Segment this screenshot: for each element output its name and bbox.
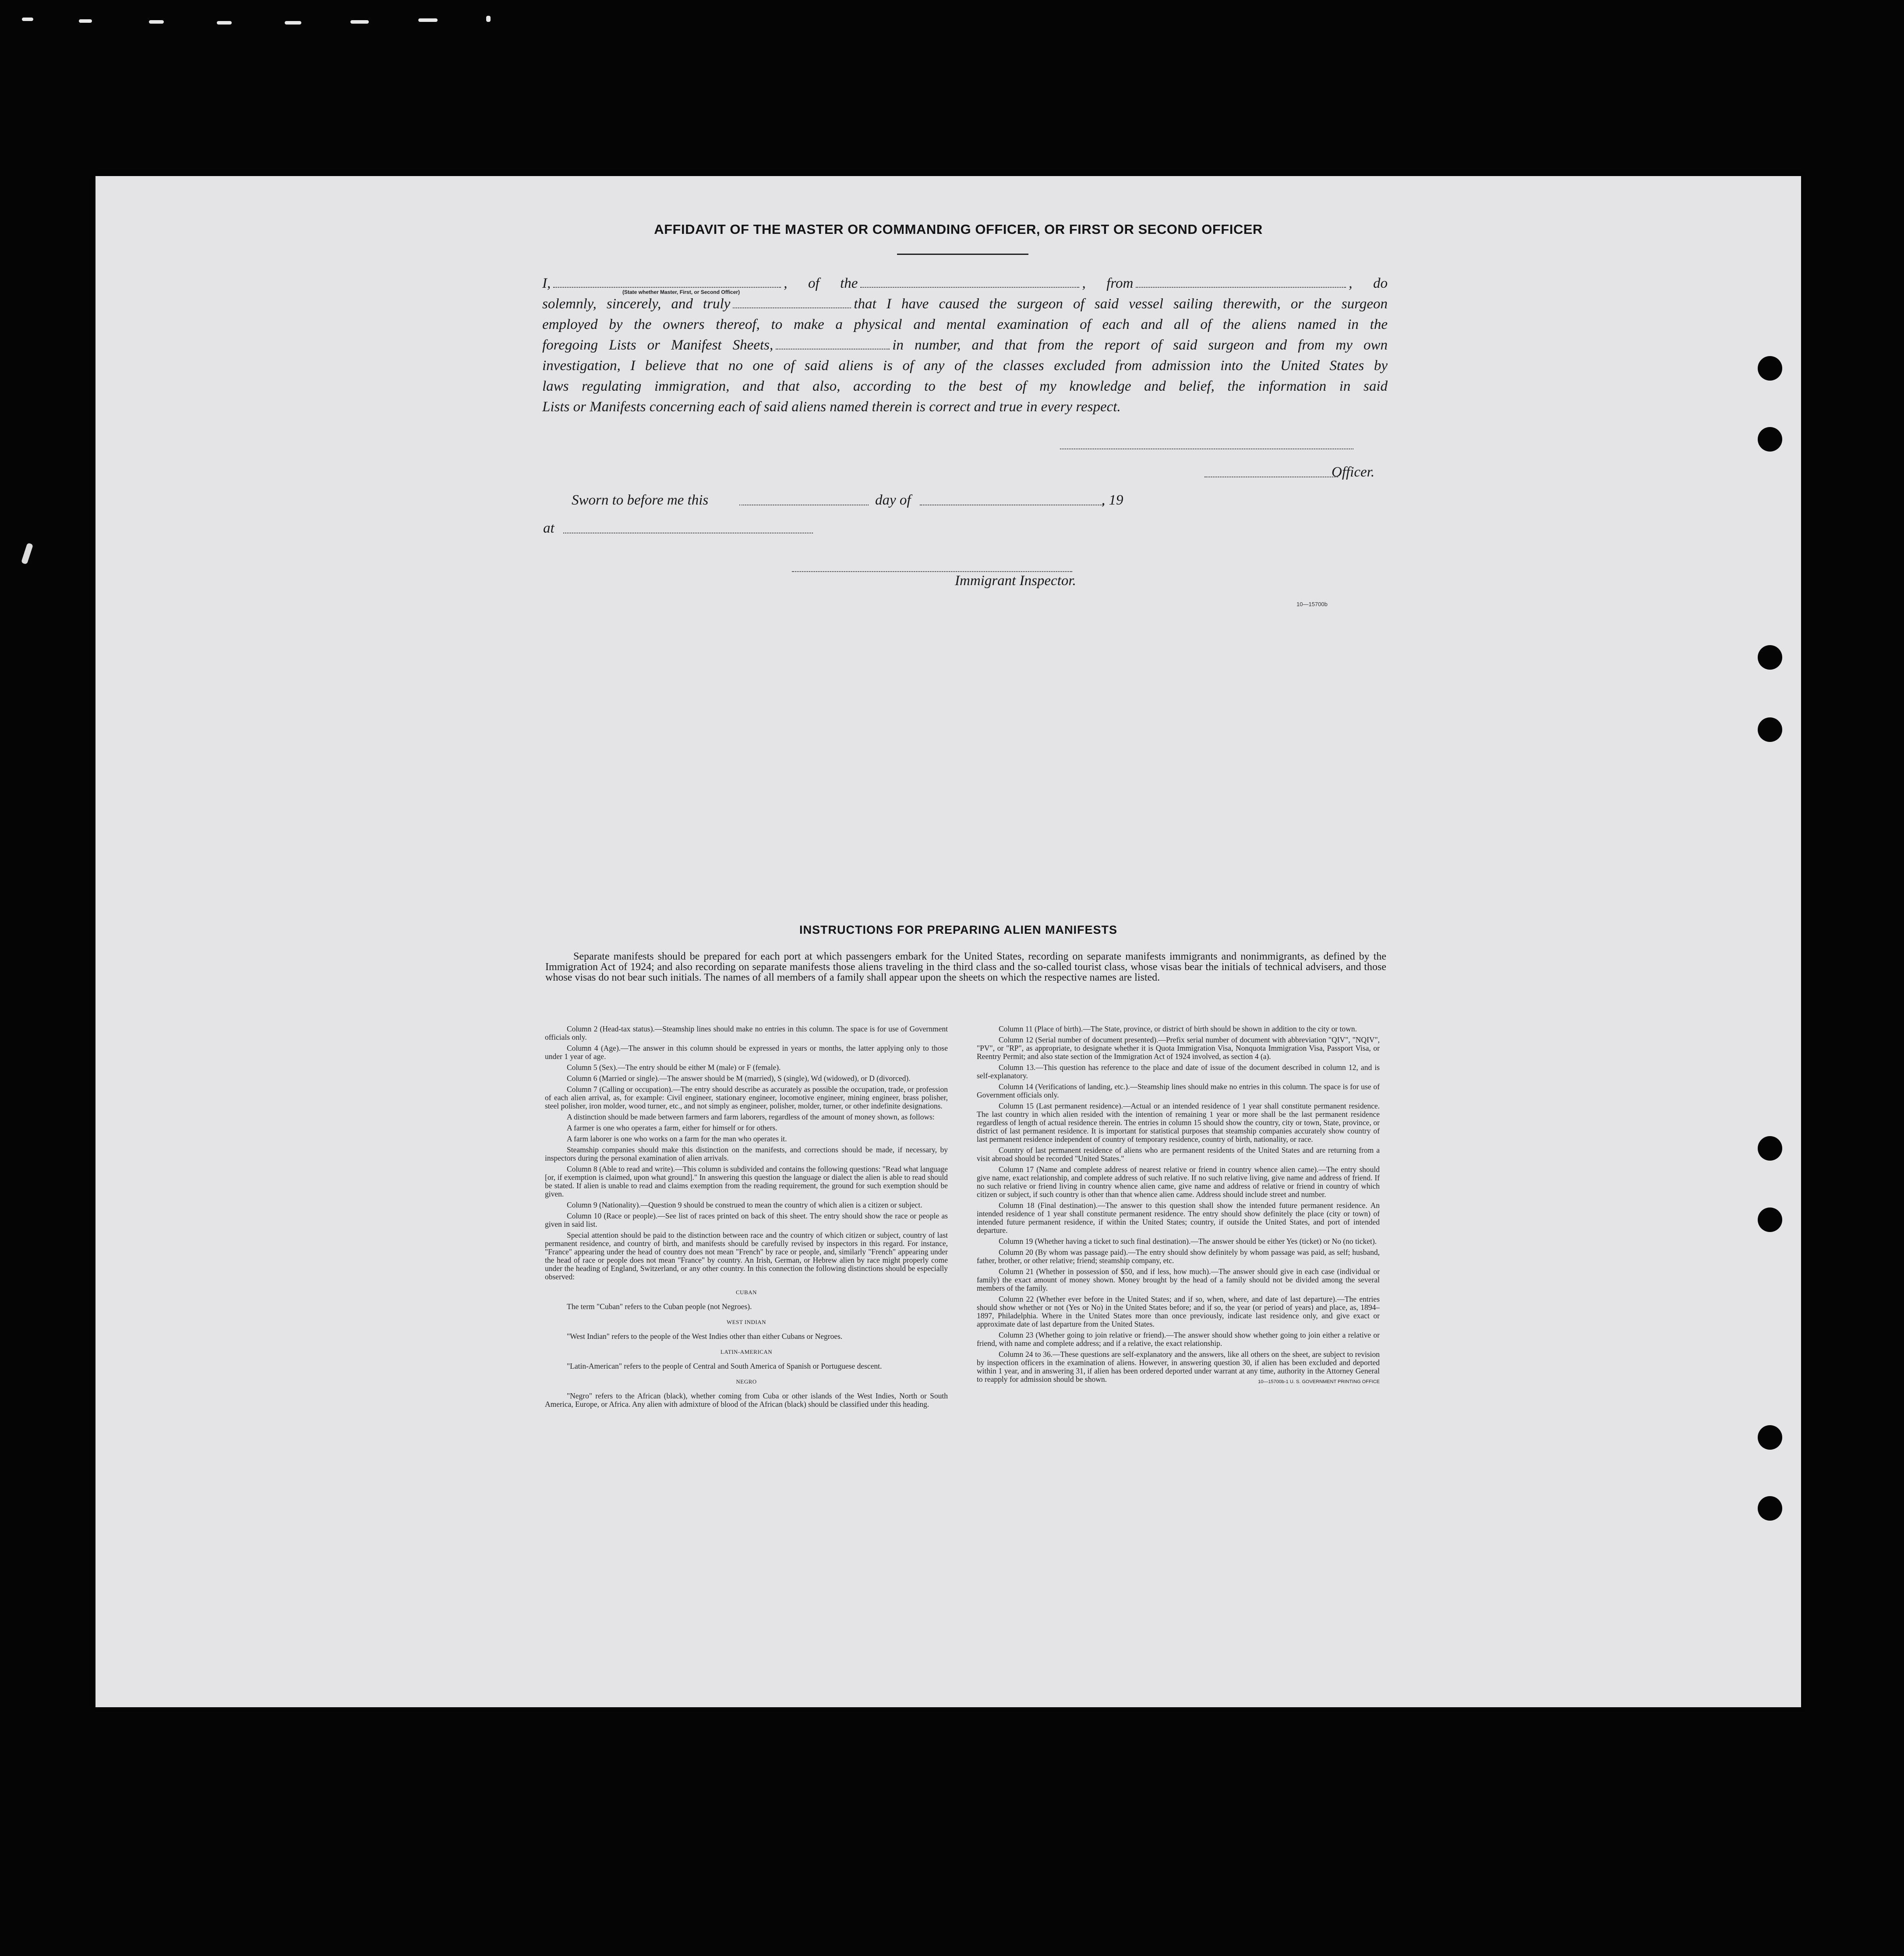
film-mark: [217, 21, 232, 25]
film-edge-marks: [18, 10, 543, 27]
instruction-paragraph: Column 17 (Name and complete address of nearest relative or friend in country whence alien came).—The entry should give name, exact relationship, and complete address of such relative. If no such relative living, give name and address of friend. If no such relative or friend living in country whence alien came, give name and address of relative or friend in country of which citizen or subject, if such country is other than that whence alien came. Address should include street and number.: [977, 1165, 1380, 1199]
instruction-paragraph: Column 21 (Whether in possession of $50, and if less, how much).—The answer should give in each case (individual or family) the exact amount of money shown. Money brought by the head of a family should not be divided among the several members of the family.: [977, 1267, 1380, 1292]
film-mark: [350, 20, 369, 24]
instruction-paragraph: Column 22 (Whether ever before in the United States; and if so, when, where, and date of last departure).—The entries should show whether or not (Yes or No) in the United States before; and if so, the year (or period of years) and place, as, 1894–1897, Philadelphia. Where in the United States more than once previously, indicate last residence only, and give exact or approximate date of last departure from the United States.: [977, 1295, 1380, 1328]
affidavit-line: [542, 294, 1388, 314]
instruction-paragraph: A farmer is one who operates a farm, either for himself or for others.: [567, 1123, 777, 1132]
instruction-paragraph: Special attention should be paid to the distinction between race and the country of which citizen or subject, country of last permanent residence, and country of birth, and manifests should be carefully revised by inspectors in this regard. For instance, "France" appearing under the head of country does not mean "French" by race or people, and, similarly "French" appearing under the head of race or people does not mean "France" by country. An Irish, German, or Hebrew alien by race might properly come under the heading of England, Switzerland, or any other country. In this connection the following distinctions should be especially observed:: [545, 1231, 948, 1281]
affidavit-text: , do: [1349, 275, 1388, 291]
affidavit-text: that I have caused the surgeon of said vessel sailing therewith, or the surgeon: [854, 296, 1388, 312]
instruction-paragraph: Column 8 (Able to read and write).—This column is subdivided and contains the following questions: "Read what language [or, if exemption is claimed, upon what ground]." In answering this question the language or dialect the alien is able to read should be stated. If alien is unable to read and claims exemption from the reading requirement, the ground for such exemption should be given.: [545, 1165, 948, 1198]
film-mark: [22, 18, 33, 21]
port-from-blank[interactable]: [1136, 278, 1346, 288]
oath-blank[interactable]: [733, 299, 851, 308]
officer-rank-blank[interactable]: [553, 278, 781, 288]
affidavit-title: AFFIDAVIT OF THE MASTER OR COMMANDING OFFICER, OR FIRST OR SECOND OFFICER: [654, 222, 1263, 237]
instruction-paragraph: A farm laborer is one who works on a farm for the man who operates it.: [567, 1134, 787, 1143]
instruction-paragraph: Column 11 (Place of birth).—The State, province, or district of birth should be shown in addition to the city or town.: [999, 1024, 1357, 1033]
latin-american-text: "Latin-American" refers to the people of Central and South America of Spanish or Portuguese descent.: [567, 1362, 882, 1370]
year-label: , 19: [1102, 492, 1123, 508]
manifest-sheet: [95, 176, 1801, 1707]
officer-label: Officer.: [1332, 464, 1375, 480]
punch-hole: [1758, 1207, 1782, 1232]
film-mark: [486, 16, 491, 22]
affidavit-line: Lists or Manifests concerning each of said aliens named therein is correct and true in every respect.: [542, 399, 1121, 415]
instruction-paragraph: Column 5 (Sex).—The entry should be either M (male) or F (female).: [567, 1063, 781, 1072]
instruction-paragraph: Column 7 (Calling or occupation).—The entry should describe as accurately as possible the occupation, trade, or profession of each alien arrival, as, for example: Civil engineer, stationary engineer, locomotive engineer, mining engineer, brass polisher, steel polisher, iron molder, wood turner, etc., and not simply as engineer, polisher, molder, turner, or other indefinite designations.: [545, 1085, 948, 1110]
west-indian-heading: WEST INDIAN: [726, 1319, 767, 1325]
affidavit-line: [542, 335, 1388, 356]
instructions-title: INSTRUCTIONS FOR PREPARING ALIEN MANIFESTS: [799, 923, 1118, 936]
affidavit-text: , of the: [784, 275, 858, 291]
negro-heading: NEGRO: [736, 1378, 757, 1385]
affidavit-text: in number, and that from the report of said surgeon and from my own: [892, 337, 1388, 353]
inspector-label: Immigrant Inspector.: [955, 573, 1076, 589]
instruction-paragraph: Column 13.—This question has reference to the place and date of issue of the document described in column 12, and is self-explanatory.: [977, 1063, 1380, 1080]
printing-office-footer: 10—15700b-1 U. S. GOVERNMENT PRINTING OFFICE: [1258, 1379, 1380, 1384]
instruction-paragraph: Steamship companies should make this distinction on the manifests, and corrections should be made, if necessary, by inspectors during the personal examination of alien arrivals.: [545, 1145, 948, 1162]
film-mark: [149, 20, 164, 24]
punch-hole: [1758, 1425, 1782, 1450]
film-mark: [79, 19, 92, 23]
instructions-right-column: [977, 1025, 1380, 1386]
instruction-paragraph: Column 9 (Nationality).—Question 9 should be construed to mean the country of which alien is a citizen or subject.: [567, 1200, 922, 1209]
cuban-heading: CUBAN: [735, 1289, 757, 1296]
rank-note: (State whether Master, First, or Second Officer): [622, 289, 740, 295]
inspector-signature-line[interactable]: [792, 571, 1072, 572]
instruction-paragraph: Column 6 (Married or single).—The answer should be M (married), S (single), Wd (widowed), or D (divorced).: [567, 1074, 911, 1083]
instruction-paragraph: Column 19 (Whether having a ticket to such final destination).—The answer should be either Yes (ticket) or No (no ticket).: [999, 1237, 1377, 1246]
officer-signature-line[interactable]: [1060, 448, 1353, 449]
punch-hole: [1758, 1136, 1782, 1161]
punch-hole: [1758, 717, 1782, 742]
day-of-label: day of: [875, 492, 911, 508]
affidavit-text: foregoing Lists or Manifest Sheets,: [542, 337, 774, 353]
instruction-paragraph: A distinction should be made between farmers and farm laborers, regardless of the amount of money shown, as follows:: [567, 1112, 935, 1121]
cuban-text: The term "Cuban" refers to the Cuban people (not Negroes).: [567, 1302, 752, 1311]
instruction-paragraph: Column 23 (Whether going to join relative or friend).—The answer should show whether going to join either a relative or friend, with name and complete address; and if a relative, the exact relationship.: [977, 1331, 1380, 1348]
west-indian-text: "West Indian" refers to the people of the West Indies other than either Cubans or Negroes.: [567, 1332, 843, 1341]
instruction-paragraph: Country of last permanent residence of aliens who are permanent residents of the United States and are returning from a visit abroad should be recorded "United States.": [977, 1146, 1380, 1163]
instruction-paragraph: Column 4 (Age).—The answer in this column should be expressed in years or months, the latter applying only to those under 1 year of age.: [545, 1044, 948, 1061]
affidavit-line: investigation, I believe that no one of said aliens is of any of the classes excluded from admission into the United States by: [542, 358, 1388, 374]
form-number: 10—15700b: [1296, 601, 1328, 607]
film-mark: [418, 18, 438, 22]
punch-hole: [1758, 356, 1782, 381]
title-rule: [897, 254, 1028, 255]
punch-hole: [1758, 427, 1782, 452]
instruction-paragraph: Column 10 (Race or people).—See list of races printed on back of this sheet. The entry should show the race or people as given in said list.: [545, 1211, 948, 1229]
negro-text: "Negro" refers to the African (black), whether coming from Cuba or other islands of the West Indies, North or South America, Europe, or Africa. Any alien with admixture of blood of the African (black) should be classified under this heading.: [545, 1391, 948, 1409]
film-mark: [285, 21, 301, 25]
instruction-paragraph: Column 20 (By whom was passage paid).—The entry should show definitely by whom passage was paid, as self; husband, father, brother, or other relative; friend; steamship company, etc.: [977, 1248, 1380, 1265]
punch-hole: [1758, 645, 1782, 670]
instructions-intro: Separate manifests should be prepared for each port at which passengers embark for the United States, recording on separate manifests immigrants and nonimmigrants, as defined by the Immigration Act of 1924; and also recording on separate manifests those aliens traveling in the third class and the so-called tourist class, whose visas bear the initials of technical advisers, and those whose visas do not bear such initials. The names of all members of a family shall appear upon the sheets on which the respective names are listed.: [545, 951, 1386, 983]
film-scratch: [21, 543, 33, 565]
affidavit-line: employed by the owners thereof, to make a physical and mental examination of each and all of the aliens named in the: [542, 317, 1388, 332]
affidavit-text: I,: [542, 275, 551, 291]
sworn-label: Sworn to before me this: [572, 492, 709, 508]
affidavit-text: solemnly, sincerely, and truly: [542, 296, 731, 312]
instruction-paragraph: Column 14 (Verifications of landing, etc.).—Steamship lines should make no entries in this column. The space is for use of Government officials only.: [977, 1082, 1380, 1099]
punch-hole: [1758, 1496, 1782, 1521]
at-label: at: [543, 520, 555, 536]
instruction-paragraph: Column 12 (Serial number of document presented).—Prefix serial number of document with abbreviation "QIV", "NQIV", "PV", or "RP", as appropriate, to designate whether it is Quota Immigration Visa, Nonquota Immigration Visa, Passport Visa, or Reentry Permit; and also state section of the Immigration Act of 1924 involved, as section 4 (a).: [977, 1035, 1380, 1061]
sheet-count-blank[interactable]: [776, 340, 890, 350]
instruction-paragraph: Column 2 (Head-tax status).—Steamship lines should make no entries in this column. The space is for use of Government officials only.: [545, 1024, 948, 1042]
instruction-paragraph: Column 18 (Final destination).—The answer to this question shall show the intended future permanent residence. An intended residence of 1 year shall constitute permanent residence. The entry should show definitely the place (city or town) of intended future permanent residence, if within the United States; country, if outside the United States, and port of intended departure.: [977, 1201, 1380, 1235]
vessel-name-blank[interactable]: [860, 278, 1079, 288]
instruction-paragraph: Column 15 (Last permanent residence).—Actual or an intended residence of 1 year shall constitute permanent residence. The last country in which alien resided with the intention of remaining 1 year or more shall be the last permanent residence regardless of length of actual residence therein. The entries in column 15 should show the country, city or town, State, province, or district of last permanent residence. It is important for statistical purposes that steamship companies accurately show country of last permanent residence independent of country of temporary residence, country of birth, nationality, or race.: [977, 1102, 1380, 1144]
instructions-left-column: [545, 1025, 948, 1411]
latin-american-heading: LATIN-AMERICAN: [720, 1349, 773, 1355]
instruction-paragraph: Column 24 to 36.—These questions are self-explanatory and the answers, like all others on the sheet, are subject to revision by inspection officers in the examination of aliens. However, in answering question 30, if alien has been excluded and deported within 1 year, and in answering 31, if alien has been ordered deported under warrant at any time, authority in the Attorney General to reapply for admission should be shown.: [977, 1350, 1380, 1384]
affidavit-line: laws regulating immigration, and that also, according to the best of my knowledge and belief, the information in said: [542, 378, 1388, 394]
affidavit-text: , from: [1082, 275, 1134, 291]
